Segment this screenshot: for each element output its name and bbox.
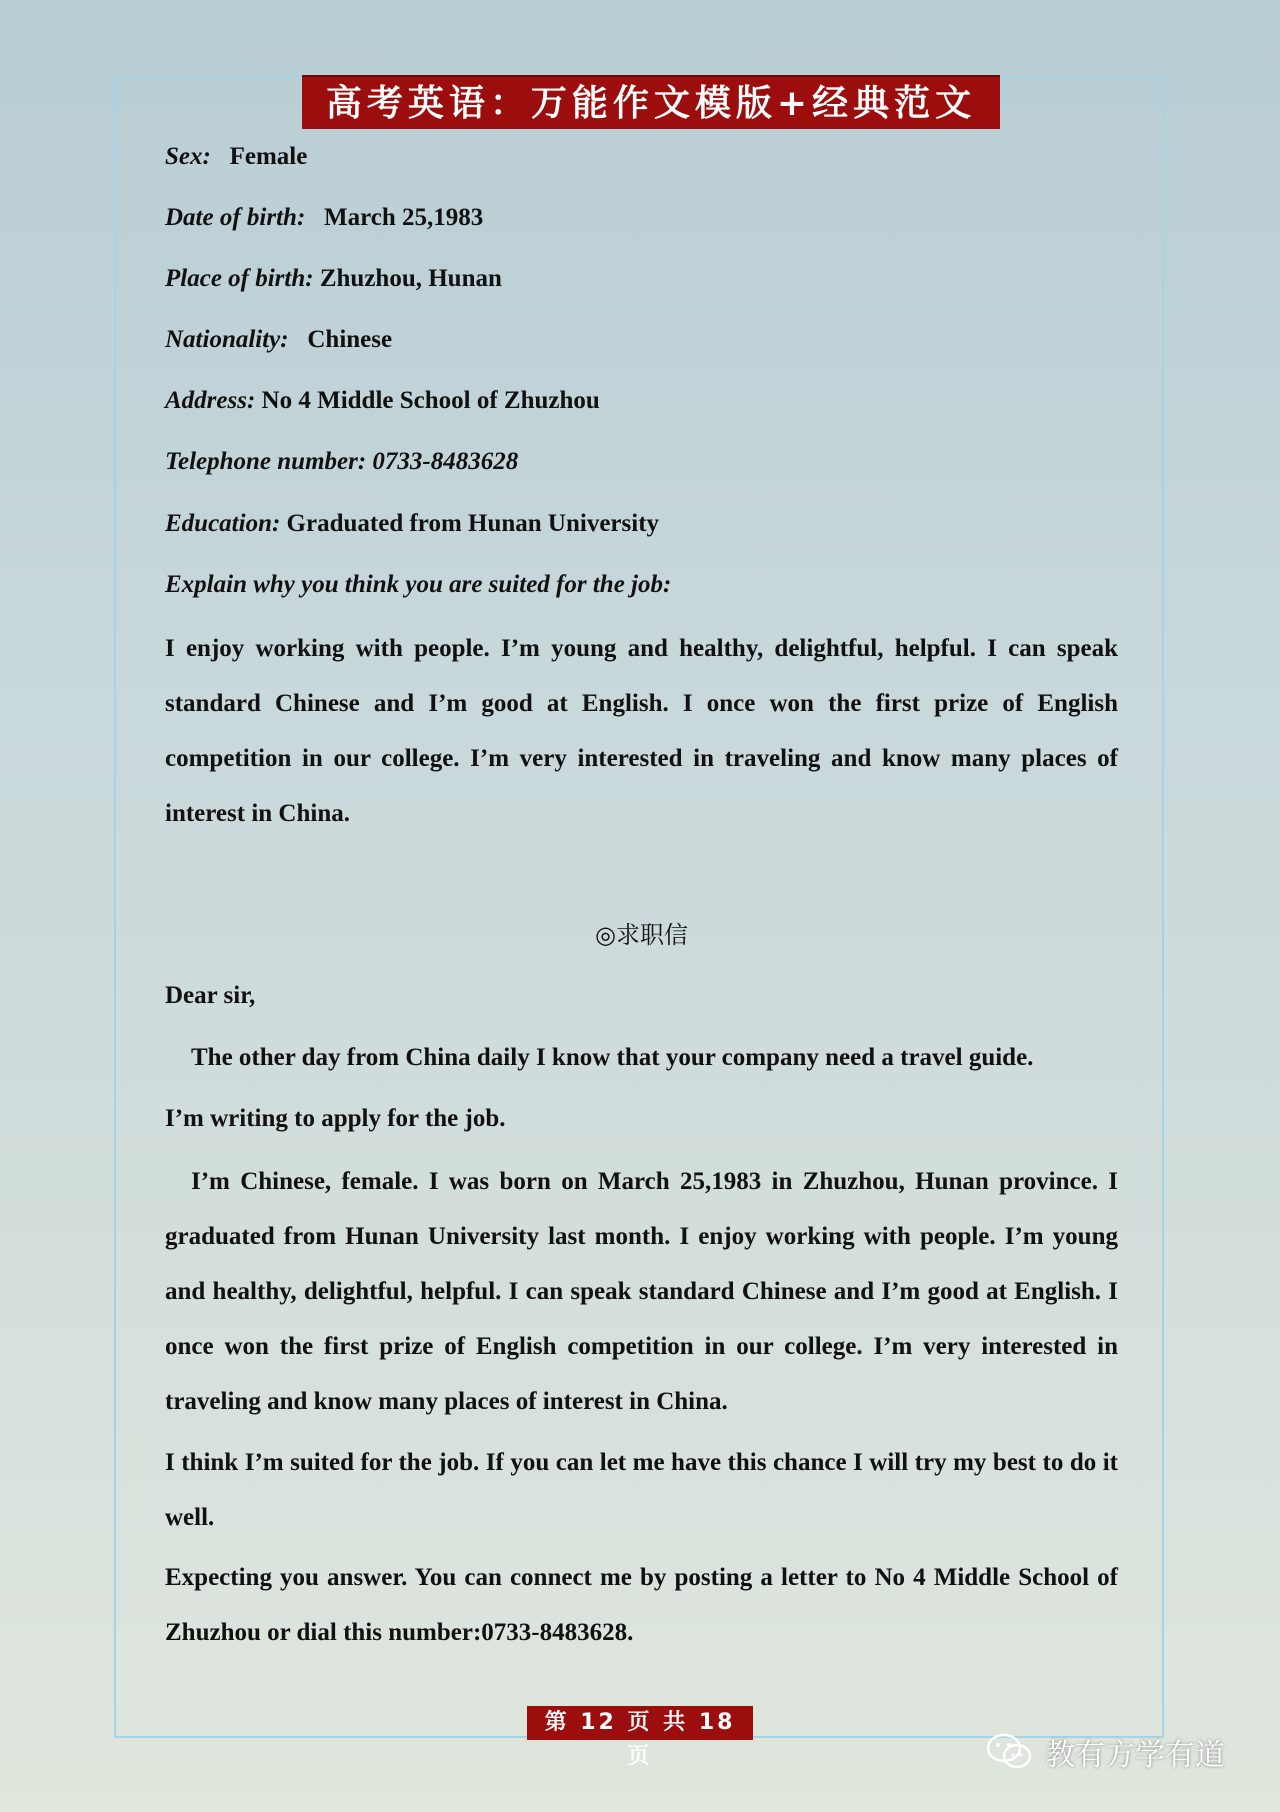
education-value: Graduated from Hunan University [286, 510, 660, 537]
letter-paragraph-2: I’m Chinese, female. I was born on March 25,1983 in Zhuzhou, Hunan province. I graduated from Hunan University last month. I enjoy working with people. I’m young and healthy, delightful, helpful. I can speak standard Chinese and I’m good at English. I once won the first prize of English competition in our college. I’m very interested in traveling and know many places of interest in China. [165, 1168, 1118, 1415]
sex-label: Sex: [165, 143, 211, 170]
letter-paragraph-3: I think I’m suited for the job. If you can let me have this chance I will try my best to do it well. [165, 1449, 1118, 1531]
wechat-icon [985, 1732, 1035, 1772]
watermark [985, 1732, 1225, 1772]
nationality-label: Nationality: [165, 326, 289, 353]
education-row [165, 509, 1118, 539]
nationality-row [165, 325, 1118, 355]
nationality-value: Chinese [307, 326, 393, 353]
explain-row [165, 570, 1118, 600]
salutation: Dear sir, [165, 982, 256, 1009]
education-label: Education: [165, 510, 281, 537]
section-title: ◎求职信 [595, 921, 688, 949]
birth-date-row [165, 203, 1118, 233]
telephone-value: 0733-8483628 [372, 448, 519, 475]
letter-paragraph-4: Expecting you answer. You can connect me by posting a letter to No 4 Middle School of Zhuzhou or dial this number:0733-8483628. [165, 1564, 1118, 1646]
telephone-label: Telephone number: [165, 448, 367, 475]
letter-paragraph-1-line-1: The other day from China daily I know that your company need a travel guide. [191, 1044, 1034, 1071]
address-row [165, 386, 1118, 416]
sex-value: Female [229, 143, 308, 170]
birth-place-row [165, 264, 1118, 294]
page-number: 第 12 页 共 18 页 [527, 1706, 753, 1740]
sex-row [165, 142, 1118, 172]
explain-paragraph: I enjoy working with people. I’m young and healthy, delightful, helpful. I can speak standard Chinese and I’m good at English. I once won the first prize of English competition in our college. I’m very interested in traveling and know many places of interest in China. [165, 635, 1118, 827]
letter-paragraph-1-line-2: I’m writing to apply for the job. [165, 1105, 506, 1132]
page-title: 高考英语：万能作文模版+经典范文 [302, 75, 1000, 129]
explain-label: Explain why you think you are suited for the job: [165, 571, 672, 598]
address-value: No 4 Middle School of Zhuzhou [261, 387, 600, 414]
birth-date-label: Date of birth: [165, 204, 306, 231]
birth-place-label: Place of birth: [165, 265, 314, 292]
birth-date-value: March 25,1983 [324, 204, 484, 231]
telephone-row [165, 447, 1118, 477]
watermark-text: 教有方学有道 [1045, 1738, 1225, 1773]
address-label: Address: [165, 387, 256, 414]
birth-place-value: Zhuzhou, Hunan [319, 265, 502, 292]
